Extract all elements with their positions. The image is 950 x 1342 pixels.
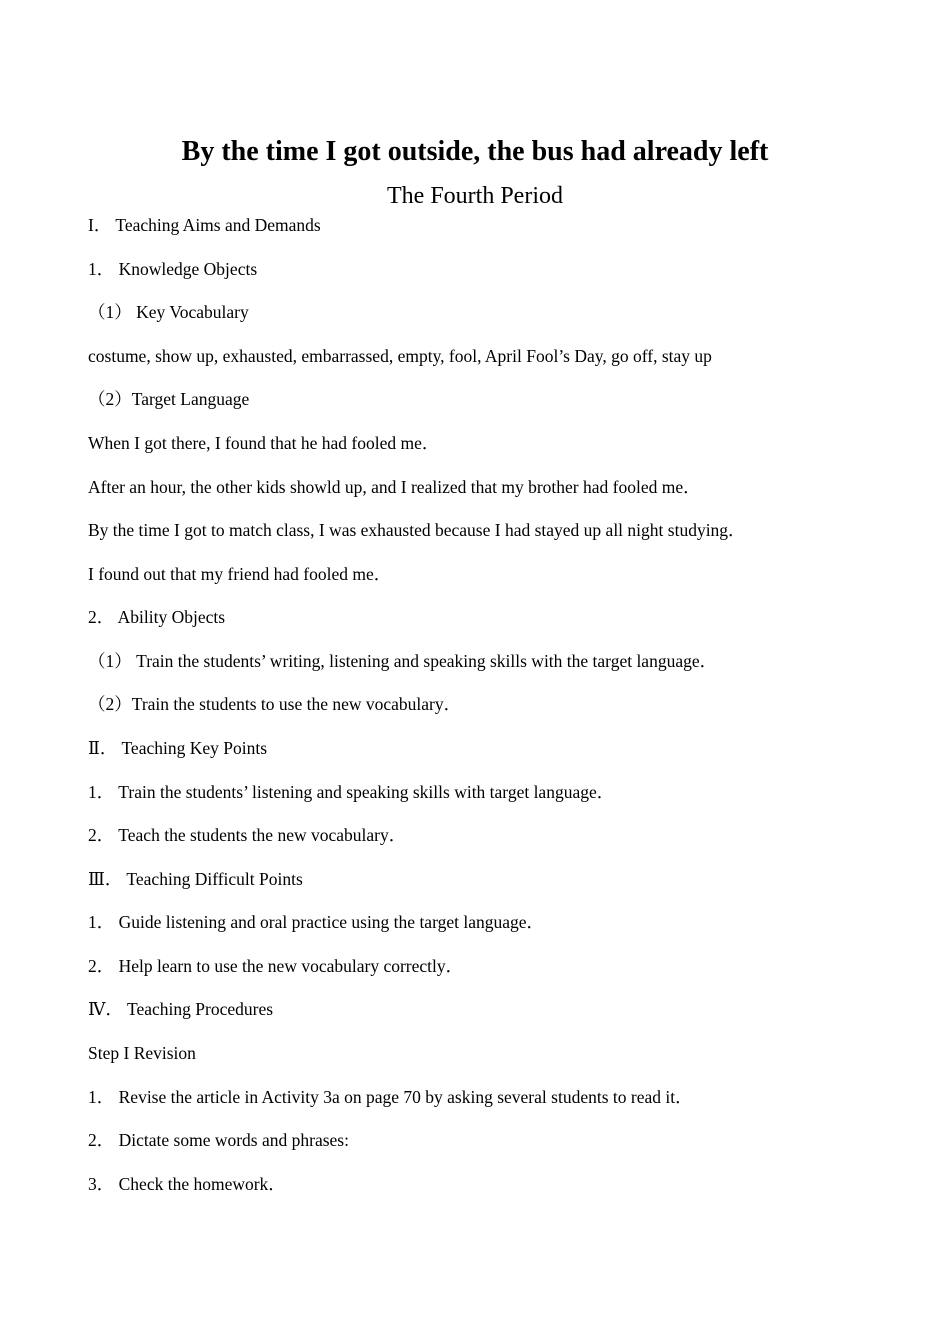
- vocabulary-list: costume, show up, exhausted, embarrassed, empty, fool, April Fool’s Day, go off, stay up: [88, 346, 712, 366]
- difficult-point-2: 2． Help learn to use the new vocabulary correctly．: [88, 956, 464, 976]
- subheading-target-language: （2）Target Language: [88, 389, 250, 409]
- subheading-ability-objects: 2． Ability Objects: [88, 607, 226, 627]
- key-point-2: 2． Teach the students the new vocabulary．: [88, 825, 407, 845]
- section-heading-key-points: Ⅱ． Teaching Key Points: [88, 738, 268, 758]
- key-point-1: 1． Train the students’ listening and speaking skills with target language．: [88, 782, 615, 802]
- difficult-point-1: 1． Guide listening and oral practice using the target language．: [88, 912, 544, 932]
- subheading-key-vocabulary: （1） Key Vocabulary: [88, 302, 249, 322]
- document-subtitle: The Fourth Period: [387, 183, 563, 209]
- target-sentence-2: After an hour, the other kids showld up, and I realized that my brother had fooled me．: [88, 477, 701, 497]
- target-sentence-4: I found out that my friend had fooled me．: [88, 564, 392, 584]
- subheading-knowledge-objects: 1． Knowledge Objects: [88, 259, 258, 279]
- ability-item-2: （2）Train the students to use the new vocabulary．: [88, 694, 462, 714]
- target-sentence-1: When I got there, I found that he had fooled me．: [88, 433, 440, 453]
- step-heading-revision: Step I Revision: [88, 1043, 196, 1063]
- section-heading-aims: I． Teaching Aims and Demands: [88, 215, 321, 235]
- section-heading-procedures: Ⅳ． Teaching Procedures: [88, 999, 274, 1019]
- target-sentence-3: By the time I got to match class, I was exhausted because I had stayed up all night studying．: [88, 520, 746, 540]
- revision-item-2: 2． Dictate some words and phrases:: [88, 1130, 349, 1150]
- revision-item-3: 3． Check the homework．: [88, 1174, 286, 1194]
- revision-item-1: 1． Revise the article in Activity 3a on page 70 by asking several students to read it．: [88, 1087, 693, 1107]
- document-title: By the time I got outside, the bus had already left: [181, 136, 769, 167]
- section-heading-difficult-points: Ⅲ． Teaching Difficult Points: [88, 869, 303, 889]
- ability-item-1: （1） Train the students’ writing, listening and speaking skills with the target language．: [88, 651, 718, 671]
